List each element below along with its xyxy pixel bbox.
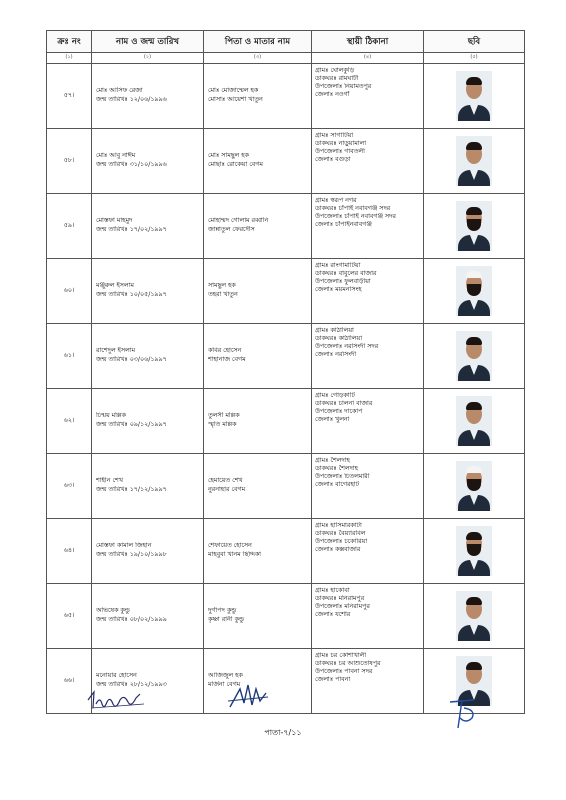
photo-cell xyxy=(424,454,525,519)
address-line: জেলাঃ যশোর xyxy=(315,611,351,619)
address-line: উপজেলাঃ পাবনা সদর xyxy=(315,668,373,676)
candidate-name: মোঃ আবু নাঈম xyxy=(96,152,136,160)
address-line: ডাকঘরঃ চালনা বাজার xyxy=(315,400,373,408)
table-row xyxy=(47,129,525,194)
address-line: জেলাঃ চাঁপাইনবাবগঞ্জ xyxy=(315,221,372,229)
header-name-dob: নাম ও জন্ম তারিখ xyxy=(92,31,204,53)
table-row xyxy=(47,259,525,324)
address-line: ডাকঘরঃ চর আশুতোষপুর xyxy=(315,660,381,668)
col-number: (১) xyxy=(47,53,92,64)
name-dob-cell xyxy=(92,194,204,259)
name-dob-cell xyxy=(92,324,204,389)
address-cell xyxy=(312,129,424,194)
header-serial: ক্রঃ নং xyxy=(47,31,92,53)
address-cell xyxy=(312,389,424,454)
address-cell xyxy=(312,259,424,324)
address-line: গ্রামঃ গোড়কাটি xyxy=(315,392,355,399)
date-of-birth: জন্ম তারিখঃ ১৭/০২/১৯৯৭ xyxy=(96,226,167,233)
candidate-photo xyxy=(456,591,492,641)
serial-number: ৫৮। xyxy=(47,129,92,194)
address-line: জেলাঃ ময়মনসিংহ xyxy=(315,286,362,294)
date-of-birth: জন্ম তারিখঃ ১৯/১০/১৯৯৮ xyxy=(96,551,167,558)
address-cell xyxy=(312,584,424,649)
header-photo: ছবি xyxy=(424,31,525,53)
mother-name: কৃষ্ণা রানী কুন্ডু xyxy=(208,616,244,623)
father-name: দুর্গাপদ কুন্ডু xyxy=(208,607,237,615)
address-line: ডাকঘরঃ বাবুলের বাজার xyxy=(315,270,377,278)
col-number: (৪) xyxy=(312,53,424,64)
date-of-birth: জন্ম তারিখঃ ৩১/১০/১৯৯৬ xyxy=(96,161,167,168)
photo-cell xyxy=(424,64,525,129)
address-cell xyxy=(312,194,424,259)
candidate-name: রাশেদুল ইসলাম xyxy=(96,347,135,355)
address-cell xyxy=(312,64,424,129)
address-line: ডাকঘরঃ বৈয়্যারবিল xyxy=(315,530,366,538)
address-line: উপজেলাঃ চকোরিয়া xyxy=(315,538,368,546)
table-row xyxy=(47,454,525,519)
photo-cell xyxy=(424,259,525,324)
date-of-birth: জন্ম তারিখঃ ১০/০৫/১৯৯৭ xyxy=(96,291,167,298)
candidate-name: শাহীন শেখ xyxy=(96,477,123,485)
serial-number: ৫৯। xyxy=(47,194,92,259)
address-cell xyxy=(312,519,424,584)
table-row xyxy=(47,324,525,389)
date-of-birth: জন্ম তারিখঃ ০৯/১২/১৯৯৭ xyxy=(96,421,167,428)
signature-1 xyxy=(84,686,154,714)
date-of-birth: জন্ম তারিখঃ ২৮/১২/১৯৯৩ xyxy=(96,681,167,688)
address-line: উপজেলাঃ চাঁপাই নবাবগঞ্জ সদর xyxy=(315,213,396,221)
photo-cell xyxy=(424,194,525,259)
candidate-name: অভিষেক কুন্ডু xyxy=(96,607,130,615)
father-name: মোঃ সামছুল হক xyxy=(208,152,249,160)
father-name: মোহাম্মদ গোলাম রব্বানি xyxy=(208,217,269,225)
address-line: ডাকঘরঃ রামঘাটী xyxy=(315,75,359,83)
address-line: জেলাঃ বগুড়া xyxy=(315,156,351,164)
candidate-photo xyxy=(456,331,492,381)
father-name: সামছুল হক xyxy=(208,282,236,290)
col-number: (২) xyxy=(92,53,204,64)
father-name: কবির হোসেন xyxy=(208,347,242,355)
address-line: গ্রামঃ কাঠালিয়া xyxy=(315,327,354,334)
name-dob-cell xyxy=(92,64,204,129)
father-name: মোঃ মোজাম্মেল হক xyxy=(208,87,259,95)
serial-number: ৬৩। xyxy=(47,454,92,519)
parents-cell xyxy=(204,519,312,584)
father-name: হেমায়েত শেখ xyxy=(208,477,243,485)
candidate-table xyxy=(46,30,525,714)
candidate-photo xyxy=(456,526,492,576)
address-line: উপজেলাঃ গাবতলী xyxy=(315,148,365,156)
mother-name: শাহানাজ বেগম xyxy=(208,356,246,363)
name-dob-cell xyxy=(92,259,204,324)
serial-number: ৬৫। xyxy=(47,584,92,649)
father-name: শেফায়েত হোসেন xyxy=(208,542,252,550)
candidate-photo xyxy=(456,71,492,121)
address-line: গ্রামঃ হাকোবা xyxy=(315,587,350,594)
header-address: স্থায়ী ঠিকানা xyxy=(312,31,424,53)
mother-name: তহরা খাতুন xyxy=(208,291,238,298)
parents-cell xyxy=(204,129,312,194)
address-line: উপজেলাঃ মনিরামপুর xyxy=(315,603,370,611)
serial-number: ৬৬। xyxy=(47,649,92,714)
mother-name: মাহবুবা খানম ছিদ্দিকা xyxy=(208,551,261,558)
mother-name: স্মৃতি মল্লিক xyxy=(208,421,237,428)
photo-cell xyxy=(424,129,525,194)
name-dob-cell xyxy=(92,519,204,584)
mother-name: নুরনাহার বেগম xyxy=(208,486,246,493)
signature-2 xyxy=(226,681,272,711)
mother-name: জান্নাতুল ফেরদৌস xyxy=(208,226,255,233)
table-body xyxy=(47,64,525,714)
table-row xyxy=(47,389,525,454)
name-dob-cell xyxy=(92,584,204,649)
address-cell xyxy=(312,324,424,389)
serial-number: ৬১। xyxy=(47,324,92,389)
address-line: জেলাঃ নরসিংদী xyxy=(315,351,357,359)
photo-cell xyxy=(424,519,525,584)
address-line: উপজেলাঃ নিয়ামতপুর xyxy=(315,83,372,91)
table-row xyxy=(47,584,525,649)
parents-cell xyxy=(204,324,312,389)
candidate-photo xyxy=(456,266,492,316)
address-line: জেলাঃ পাবনা xyxy=(315,676,351,684)
parents-cell xyxy=(204,194,312,259)
candidate-photo xyxy=(456,461,492,511)
address-line: গ্রামঃ সাগাটিয়া xyxy=(315,132,354,139)
candidate-name: চিন্ময় মল্লিক xyxy=(96,412,126,420)
date-of-birth: জন্ম তারিখঃ ০৮/০২/১৯৯৯ xyxy=(96,616,167,623)
table-row xyxy=(47,519,525,584)
address-line: জেলাঃ নওগাঁ xyxy=(315,91,350,99)
column-number-row xyxy=(47,53,525,64)
address-line: উপজেলাঃ দাকোপ xyxy=(315,408,363,416)
date-of-birth: জন্ম তারিখঃ ১৭/১২/১৯৯৭ xyxy=(96,486,167,493)
serial-number: ৫৭। xyxy=(47,64,92,129)
photo-cell xyxy=(424,584,525,649)
address-line: গ্রামঃ শৈলদাহ xyxy=(315,457,350,464)
candidate-photo xyxy=(456,136,492,186)
candidate-name: মোঃ আসিফ রেজা xyxy=(96,87,143,95)
header-row xyxy=(47,31,525,53)
candidate-name: মোস্তফা কামাল জিহান xyxy=(96,542,152,550)
col-number: (৩) xyxy=(204,53,312,64)
mother-name: মর্জিনা বেগম xyxy=(208,681,241,688)
father-name: আজিজুল হক xyxy=(208,672,243,680)
parents-cell xyxy=(204,64,312,129)
parents-cell xyxy=(204,389,312,454)
table-row xyxy=(47,64,525,129)
page-number: পাতা-৭/১১ xyxy=(264,728,302,737)
address-cell xyxy=(312,454,424,519)
table-row xyxy=(47,194,525,259)
mother-name: মোসাঃ আয়েশা খাতুন xyxy=(208,96,263,103)
address-line: ডাকঘরঃ কাঠালিয়া xyxy=(315,335,363,343)
address-line: জেলাঃ বাগেরহাট xyxy=(315,481,360,489)
address-line: গ্রামঃ স্বরূপ নগর xyxy=(315,197,357,204)
serial-number: ৬২। xyxy=(47,389,92,454)
date-of-birth: জন্ম তারিখঃ ০৩/০৬/১৯৯৭ xyxy=(96,356,167,363)
serial-number: ৬৪। xyxy=(47,519,92,584)
address-line: ডাকঘরঃ মনিরামপুর xyxy=(315,595,365,603)
col-number: (৫) xyxy=(424,53,525,64)
photo-cell xyxy=(424,324,525,389)
address-line: উপজেলাঃ ফুলবাড়ীয়া xyxy=(315,278,371,286)
date-of-birth: জন্ম তারিখঃ ১২/০৬/১৯৯৬ xyxy=(96,96,167,103)
father-name: তুলসী মল্লিক xyxy=(208,412,240,420)
address-cell xyxy=(312,649,424,714)
address-line: গ্রামঃ রাংগামাটিয়া xyxy=(315,262,361,269)
address-line: জেলাঃ খুলনা xyxy=(315,416,350,424)
name-dob-cell xyxy=(92,389,204,454)
address-line: ডাকঘরঃ চাঁপাই নবাবগঞ্জ সদর xyxy=(315,205,391,213)
photo-cell xyxy=(424,389,525,454)
address-line: গ্রামঃ চর কোশাখালী xyxy=(315,652,367,659)
candidate-photo xyxy=(456,201,492,251)
name-dob-cell xyxy=(92,129,204,194)
header-parents: পিতা ও মাতার নাম xyxy=(204,31,312,53)
candidate-photo xyxy=(456,396,492,446)
address-line: গ্রামঃ হাসিমারকাটা xyxy=(315,522,362,529)
candidate-name: মনোয়ার হোসেন xyxy=(96,672,137,680)
address-line: উপজেলাঃ চিতলমারী xyxy=(315,473,370,481)
serial-number: ৬০। xyxy=(47,259,92,324)
address-line: গ্রামঃ ঘোলকুড়ি xyxy=(315,67,355,74)
candidate-name: মঞ্জুরুল ইসলাম xyxy=(96,282,134,290)
address-line: ডাকঘরঃ শৈলদাহ xyxy=(315,465,358,473)
mother-name: মোছাঃ রোকেয়া বেগম xyxy=(208,161,263,168)
address-line: উপজেলাঃ নরসিংদী সদর xyxy=(315,343,379,351)
name-dob-cell xyxy=(92,454,204,519)
parents-cell xyxy=(204,454,312,519)
candidate-name: মোস্তফা মাহমুদ xyxy=(96,217,133,225)
address-line: ডাকঘরঃ নাড়ুয়ামালা xyxy=(315,140,367,148)
parents-cell xyxy=(204,259,312,324)
address-line: জেলাঃ কক্সবাজার xyxy=(315,546,361,554)
parents-cell xyxy=(204,584,312,649)
